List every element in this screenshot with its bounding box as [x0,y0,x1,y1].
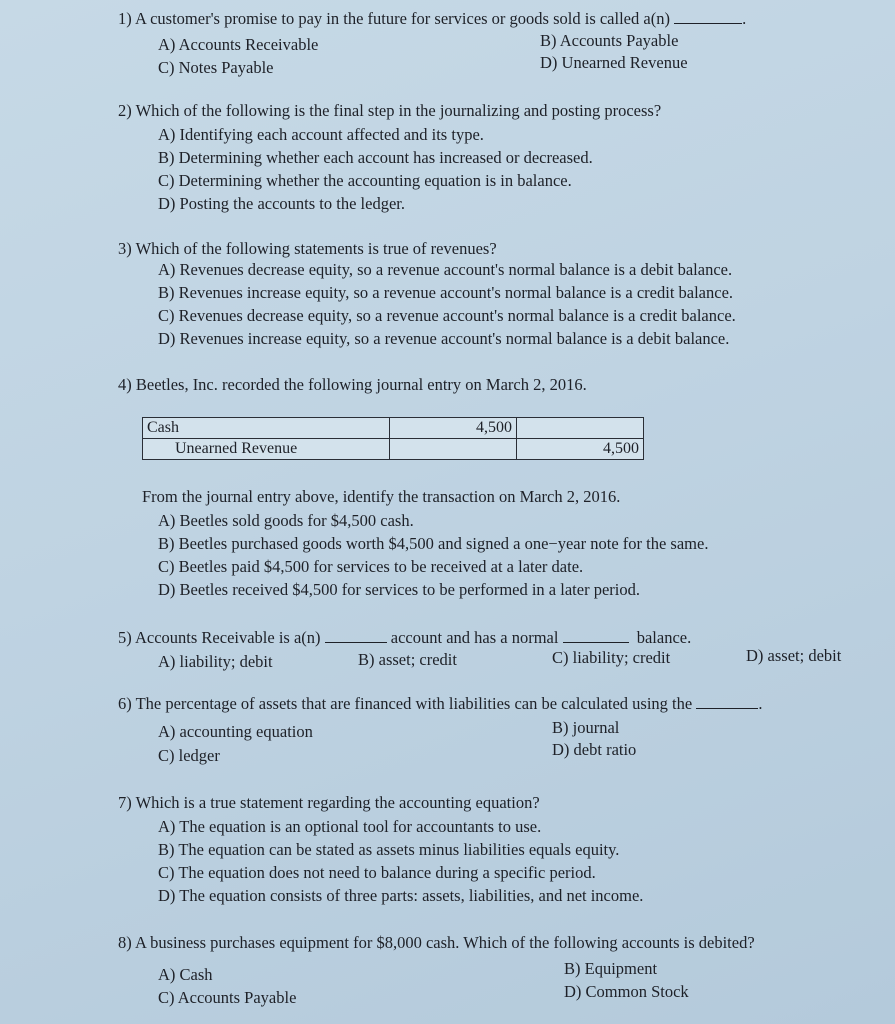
question-text: Beetles, Inc. recorded the following journal entry on March 2, 2016. [135,375,587,394]
question-5 [118,625,878,675]
option-d: D) debt ratio [552,740,637,759]
option-d: D) The equation consists of three parts: assets, liabilities, and net income. [158,886,644,905]
question-6 [118,693,878,768]
journal-account: Cash [143,418,390,439]
answer-blank [674,9,742,24]
option-b: B) asset; credit [358,650,457,669]
journal-credit [517,418,644,439]
journal-debit: 4,500 [390,418,517,439]
option-c: C) Revenues decrease equity, so a revenue account's normal balance is a credit balance. [158,306,736,325]
question-text: Which of the following statements is true of revenues? [135,239,497,258]
journal-account: Unearned Revenue [143,439,390,460]
journal-row-credit [143,439,644,460]
journal-row-debit [143,418,644,439]
question-text: balance. [636,628,692,647]
question-text: Which is a true statement regarding the accounting equation? [135,793,540,812]
option-a: A) Accounts Receivable [158,35,319,54]
option-c: C) ledger [158,746,220,765]
question-number: 7) [118,793,132,812]
question-4-stem [118,374,838,398]
question-text: A customer's promise to pay in the future for services or goods sold is called a(n) [134,9,670,28]
question-text: Which of the following is the final step in the journalizing and posting process? [135,101,662,120]
question-number: 3) [118,239,132,258]
question-number: 6) [118,694,132,713]
question-number: 8) [118,933,132,952]
journal-credit: 4,500 [517,439,644,460]
option-c: C) liability; credit [552,648,671,667]
question-1 [118,8,838,78]
option-b: B) Revenues increase equity, so a revenue account's normal balance is a credit balance. [158,283,734,302]
question-7 [118,792,838,907]
option-a: A) Revenues decrease equity, so a revenue account's normal balance is a debit balance. [158,260,733,279]
answer-blank [696,694,758,709]
question-text-end: . [758,694,763,713]
journal-debit [390,439,517,460]
question-subtext: From the journal entry above, identify the transaction on March 2, 2016. [142,487,621,506]
question-number: 2) [118,101,132,120]
option-a: A) liability; debit [158,652,273,671]
question-text: The percentage of assets that are financed with liabilities can be calculated using the [135,694,693,713]
option-d: D) Common Stock [564,982,689,1001]
question-text: Accounts Receivable is a(n) [134,628,321,647]
option-b: B) Determining whether each account has increased or decreased. [158,148,593,167]
option-a: A) Identifying each account affected and its type. [158,125,484,144]
option-b: B) Equipment [564,959,658,978]
question-4-body [142,486,842,601]
answer-blank [563,628,629,643]
option-c: C) The equation does not need to balance during a specific period. [158,863,596,882]
option-d: D) Beetles received $4,500 for services to be performed in a later period. [158,580,640,599]
option-c: C) Beetles paid $4,500 for services to be received at a later date. [158,557,584,576]
question-text: account and has a normal [390,628,559,647]
option-c: C) Determining whether the accounting equation is in balance. [158,171,572,190]
option-a: A) Cash [158,965,213,984]
option-b: B) The equation can be stated as assets minus liabilities equals equity. [158,840,620,859]
option-d: D) asset; debit [746,646,842,665]
option-a: A) The equation is an optional tool for accountants to use. [158,817,542,836]
answer-blank [325,628,387,643]
option-b: B) Beetles purchased goods worth $4,500 and signed a one−year note for the same. [158,534,709,553]
journal-entry-table [142,417,644,460]
question-text: A business purchases equipment for $8,000 cash. Which of the following accounts is debited? [134,933,755,952]
option-d: D) Unearned Revenue [540,53,688,72]
option-c: C) Notes Payable [158,58,274,77]
option-b: B) Accounts Payable [540,31,679,50]
question-text-end: . [742,9,747,28]
option-d: D) Revenues increase equity, so a revenue account's normal balance is a debit balance. [158,329,730,348]
question-8 [118,932,878,1012]
question-number: 1) [118,9,132,28]
option-b: B) journal [552,718,620,737]
option-a: A) accounting equation [158,722,313,741]
option-a: A) Beetles sold goods for $4,500 cash. [158,511,414,530]
question-3 [118,238,838,353]
question-2 [118,100,838,215]
question-number: 5) [118,628,132,647]
option-d: D) Posting the accounts to the ledger. [158,194,405,213]
option-c: C) Accounts Payable [158,988,297,1007]
question-number: 4) [118,375,132,394]
